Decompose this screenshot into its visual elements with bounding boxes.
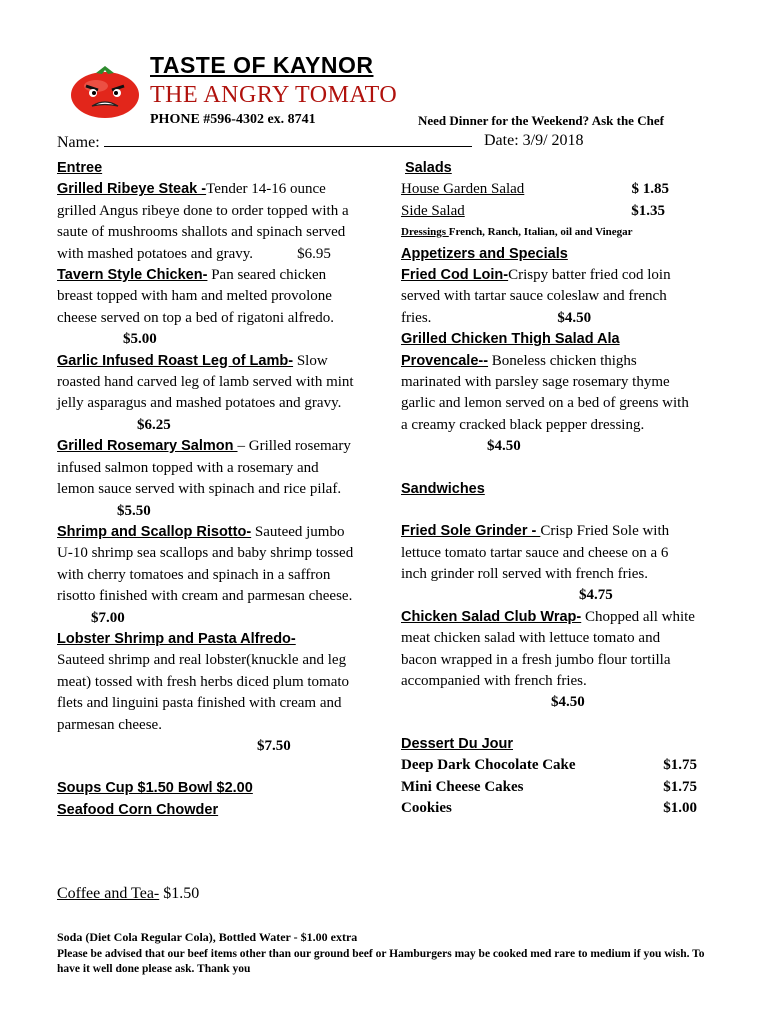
item-desc: Sauteed jumbo U-10 shrimp sea scallops and baby shrimp tossed with cherry tomatoes and spinach in a saffron risotto finished with cream and parmesan cheese. [57, 523, 354, 605]
dessert-price: $1.00 [663, 799, 697, 816]
dessert-heading: Dessert Du Jour [401, 735, 514, 752]
list-item [401, 179, 669, 200]
item-price: $7.00 [91, 609, 125, 626]
salad-price: $1.35 [631, 202, 665, 219]
item-price: $6.95 [297, 245, 331, 262]
right-column [401, 158, 696, 819]
menu-item [401, 265, 696, 329]
salads-heading: Salads [405, 160, 452, 176]
phone-number: 596-4302 ex. 8741 [210, 112, 316, 127]
list-item [401, 201, 665, 222]
dessert-name: Deep Dark Chocolate Cake [401, 757, 576, 774]
restaurant-subtitle: THE ANGRY TOMATO [150, 82, 398, 108]
item-name: Grilled Chicken Thigh Salad Ala Provencale-- [401, 331, 620, 369]
dessert-price: $1.75 [663, 778, 697, 795]
name-blank-line [104, 132, 472, 147]
item-name: Lobster Shrimp and Pasta Alfredo- [57, 630, 296, 647]
item-desc: Tender 14-16 ounce grilled Angus ribeye done to order topped with a saute of mushrooms shallots and spinach served with mashed potatoes and gravy. [57, 181, 349, 262]
phone-line [150, 112, 316, 128]
salad-name: House Garden Salad [401, 181, 525, 198]
restaurant-title: TASTE OF KAYNOR [150, 52, 374, 78]
coffee-price: $1.50 [159, 885, 200, 902]
dressings-label: Dressings [401, 226, 449, 239]
item-name: Tavern Style Chicken- [57, 267, 208, 284]
item-name: Fried Sole Grinder - [401, 523, 541, 540]
item-desc: Sauteed shrimp and real lobster(knuckle and leg meat) tossed with fresh herbs diced plum tomato flets and linguini pasta finished with cream and parmesan cheese. [57, 652, 350, 733]
phone-label: PHONE # [150, 112, 211, 127]
menu-item [57, 179, 357, 265]
name-label: Name: [57, 134, 100, 151]
item-name: Grilled Ribeye Steak - [57, 181, 207, 198]
menu-item [401, 607, 696, 714]
dessert-price: $1.75 [663, 757, 697, 774]
dressings-line [401, 222, 696, 243]
item-name: Shrimp and Scallop Risotto- [57, 523, 252, 540]
menu-item [57, 265, 357, 351]
item-desc: Boneless chicken thighs marinated with parsley sage rosemary thyme garlic and lemon served on a bed of greens with a creamy cracked black pepper dressing. [401, 352, 689, 433]
item-price: $6.25 [137, 416, 171, 433]
soda-line: Soda (Diet Cola Regular Cola), Bottled Water - $1.00 extra [57, 930, 358, 944]
list-item [401, 755, 697, 776]
item-desc: Pan seared chicken breast topped with ham and melted provolone cheese served on top a bed of rigatoni alfredo. [57, 267, 334, 326]
item-name: Grilled Rosemary Salmon [57, 438, 238, 455]
menu-item [57, 629, 357, 757]
item-price: $4.50 [551, 694, 585, 711]
salad-price: $ 1.85 [631, 181, 669, 198]
item-name: Fried Cod Loin- [401, 267, 509, 284]
menu-item [57, 436, 357, 522]
item-price: $4.75 [579, 587, 613, 604]
item-desc: Slow roasted hand carved leg of lamb served with mint jelly asparagus and mashed potatoes and gravy. [57, 352, 354, 412]
item-price: $4.50 [557, 309, 592, 326]
name-field [57, 132, 472, 152]
dressings-list: French, Ranch, Italian, oil and Vinegar [448, 226, 633, 239]
menu-item [401, 329, 696, 457]
item-desc: Crisp Fried Sole with lettuce tomato tartar sauce and cheese on a 6 inch grinder roll served with french fries. [401, 523, 670, 582]
item-desc: – Grilled rosemary infused salmon topped with a rosemary and lemon sauce served with spinach and rice pilaf. [57, 438, 351, 498]
menu-item [57, 522, 357, 629]
item-price: $5.00 [123, 331, 157, 348]
menu-item [57, 351, 357, 437]
item-name: Garlic Infused Roast Leg of Lamb- [57, 352, 294, 369]
item-desc: Chopped all white meat chicken salad with lettuce tomato and bacon wrapped in a fresh jumbo flour tortilla accompanied with french fries. [401, 608, 695, 689]
item-name: Chicken Salad Club Wrap- [401, 608, 582, 625]
item-price: $7.50 [257, 737, 291, 754]
left-column [57, 158, 357, 821]
angry-tomato-icon [68, 62, 142, 120]
ask-chef-note: Need Dinner for the Weekend? Ask the Chef [418, 113, 664, 128]
dessert-name: Mini Cheese Cakes [401, 778, 524, 795]
advisory-note: Please be advised that our beef items other than our ground beef or Hamburgers may be cooked med rare to medium if you wish. To have it well done please ask. Thank you [57, 948, 705, 975]
sandwiches-heading: Sandwiches [401, 480, 485, 497]
coffee-line [57, 885, 199, 903]
dessert-name: Cookies [401, 799, 452, 816]
list-item [401, 798, 697, 819]
list-item [401, 777, 697, 798]
date-label: Date: 3/9/ 2018 [484, 132, 584, 149]
coffee-label: Coffee and Tea- [57, 885, 160, 902]
item-price: $4.50 [487, 438, 521, 455]
soup-item: Seafood Corn Chowder [57, 801, 219, 818]
menu-item [401, 521, 696, 607]
soups-heading: Soups Cup $1.50 Bowl $2.00 [57, 780, 253, 797]
salad-name: Side Salad [401, 202, 465, 219]
item-price: $5.50 [117, 502, 151, 519]
entree-heading: Entree [57, 160, 103, 176]
appetizers-heading: Appetizers and Specials [401, 245, 568, 262]
item-desc: Crispy batter fried cod loin served with tartar sauce coleslaw and french fries. [401, 267, 671, 326]
